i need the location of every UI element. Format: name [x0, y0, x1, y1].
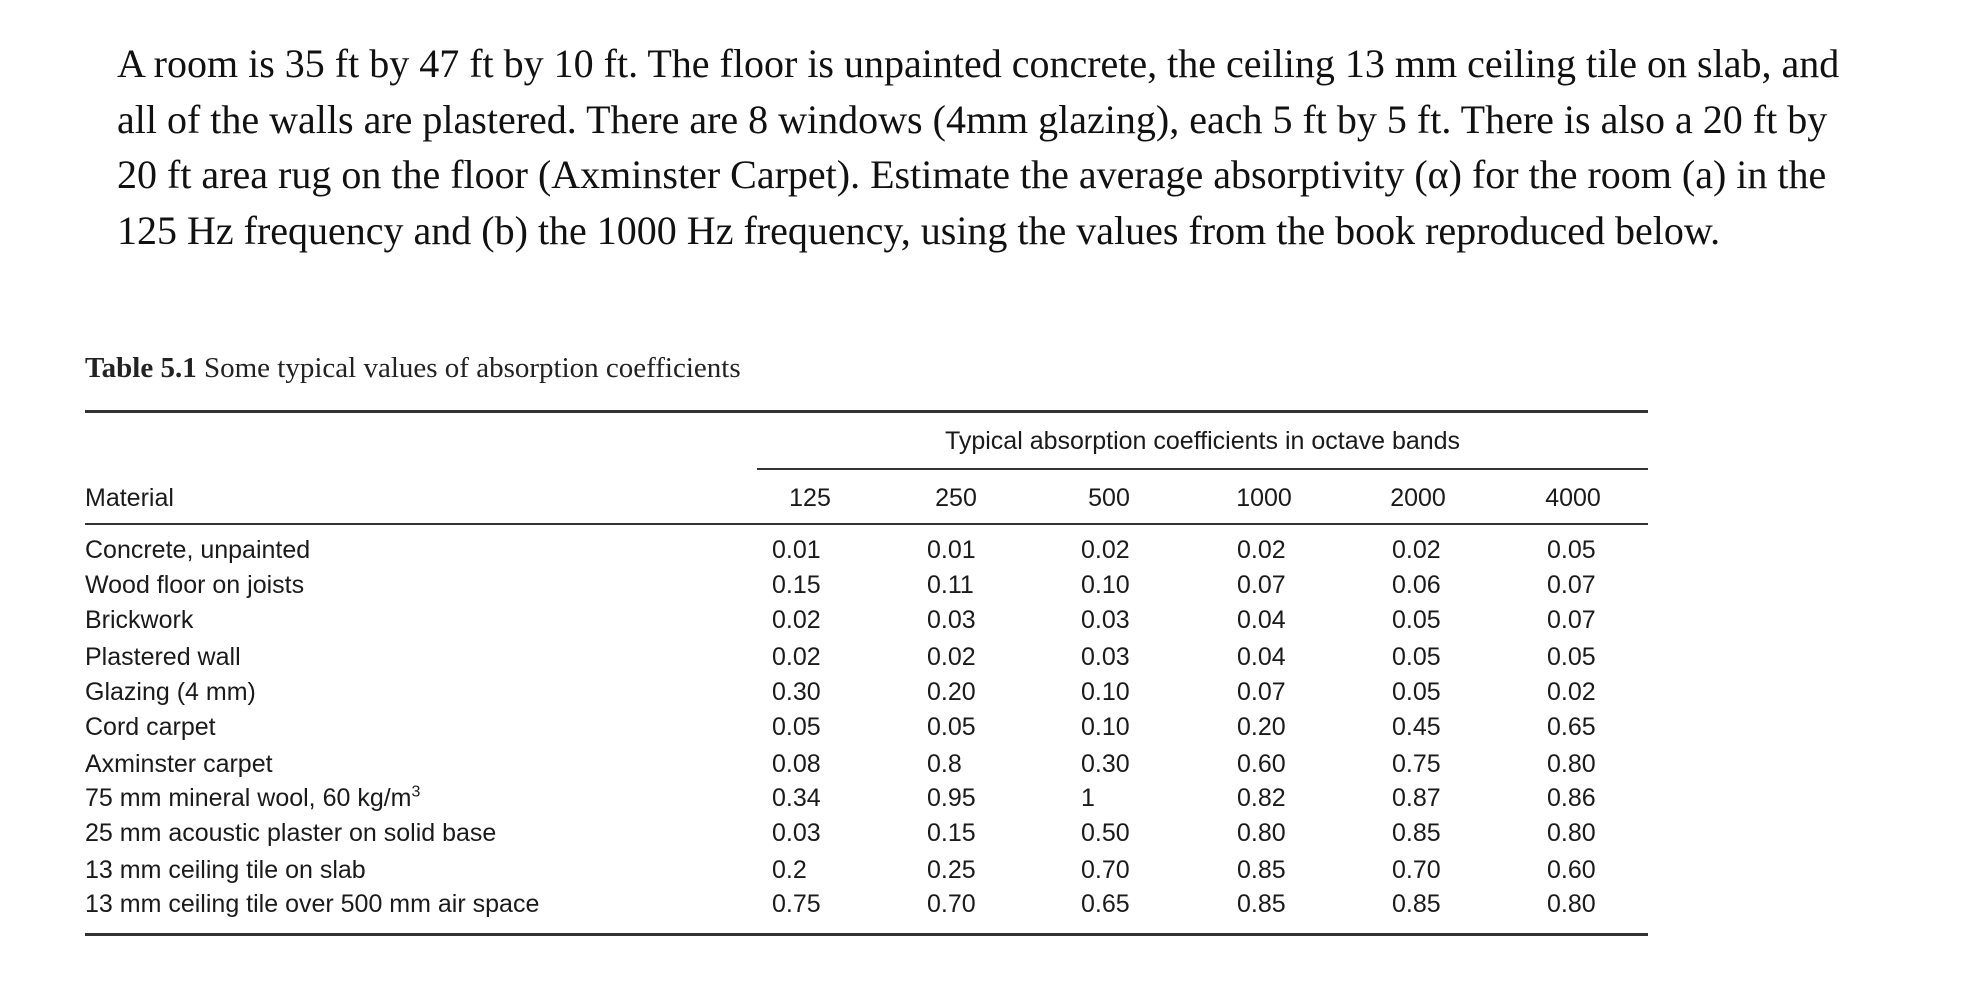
table-row [0, 678, 1963, 712]
coefficient-cell: 0.45 [1392, 713, 1441, 741]
material-cell: 13 mm ceiling tile over 500 mm air space [85, 890, 540, 918]
coefficient-cell: 0.02 [772, 643, 821, 671]
coefficient-cell: 0.15 [927, 819, 976, 847]
coefficient-cell: 0.05 [1392, 606, 1441, 634]
coefficient-cell: 0.03 [1081, 606, 1130, 634]
material-cell: Plastered wall [85, 643, 241, 671]
table-row [0, 606, 1963, 640]
table-row [0, 890, 1963, 924]
coefficient-cell: 0.85 [1237, 890, 1286, 918]
coefficient-cell: 0.80 [1547, 819, 1596, 847]
coefficient-cell: 0.03 [772, 819, 821, 847]
coefficient-cell: 0.20 [927, 678, 976, 706]
table-row [0, 819, 1963, 853]
material-cell [85, 784, 420, 813]
coefficient-cell: 0.05 [772, 713, 821, 741]
material-column-header: Material [85, 484, 174, 512]
table-row [0, 750, 1963, 784]
table-row [0, 856, 1963, 890]
coefficient-cell: 0.60 [1237, 750, 1286, 778]
coefficient-cell: 0.75 [1392, 750, 1441, 778]
problem-line: all of the walls are plastered. There are 8 windows (4mm glazing), each 5 ft by 5 ft. There is also a 20 ft by [117, 96, 1828, 142]
coefficient-cell: 0.08 [772, 750, 821, 778]
table-header-row [0, 484, 1963, 516]
material-cell: Axminster carpet [85, 750, 273, 778]
octave-band-group-header: Typical absorption coefficients in octave bands [944, 427, 1461, 455]
material-cell: 25 mm acoustic plaster on solid base [85, 819, 497, 847]
coefficient-cell: 0.01 [927, 536, 976, 564]
material-cell: 13 mm ceiling tile on slab [85, 856, 366, 884]
material-cell: Wood floor on joists [85, 571, 305, 599]
coefficient-cell: 0.04 [1237, 606, 1286, 634]
coefficient-cell: 0.10 [1081, 571, 1130, 599]
coefficient-cell: 0.25 [927, 856, 976, 884]
frequency-column-header: 2000 [1390, 484, 1446, 512]
coefficient-cell: 0.30 [772, 678, 821, 706]
table-caption [85, 352, 741, 385]
coefficient-cell: 0.30 [1081, 750, 1130, 778]
coefficient-cell: 0.02 [1237, 536, 1286, 564]
coefficient-cell: 0.07 [1237, 678, 1286, 706]
coefficient-cell: 0.10 [1081, 713, 1130, 741]
coefficient-cell: 0.03 [927, 606, 976, 634]
coefficient-cell: 0.07 [1547, 606, 1596, 634]
frequency-column-header: 1000 [1236, 484, 1292, 512]
coefficient-cell: 0.8 [927, 750, 962, 778]
material-cell: Brickwork [85, 606, 194, 634]
group-header-rule [757, 468, 1648, 470]
coefficient-cell: 0.70 [1392, 856, 1441, 884]
coefficient-cell: 1 [1081, 784, 1095, 812]
coefficient-cell: 0.02 [1392, 536, 1441, 564]
coefficient-cell: 0.10 [1081, 678, 1130, 706]
coefficient-cell: 0.95 [927, 784, 976, 812]
coefficient-cell: 0.01 [772, 536, 821, 564]
table-row [0, 713, 1963, 747]
coefficient-cell: 0.11 [927, 571, 974, 599]
problem-statement [117, 36, 1917, 258]
coefficient-cell: 0.04 [1237, 643, 1286, 671]
coefficient-cell: 0.70 [1081, 856, 1130, 884]
coefficient-cell: 0.03 [1081, 643, 1130, 671]
table-top-rule [85, 410, 1648, 413]
frequency-column-header: 4000 [1545, 484, 1601, 512]
frequency-column-header: 125 [789, 484, 831, 512]
coefficient-cell: 0.85 [1237, 856, 1286, 884]
material-cell: Glazing (4 mm) [85, 678, 256, 706]
coefficient-cell: 0.75 [772, 890, 821, 918]
coefficient-cell: 0.05 [1392, 678, 1441, 706]
coefficient-cell: 0.02 [1547, 678, 1596, 706]
table-row [0, 536, 1963, 570]
table-row [0, 643, 1963, 677]
coefficient-cell: 0.05 [1547, 643, 1596, 671]
coefficient-cell: 0.60 [1547, 856, 1596, 884]
coefficient-cell: 0.15 [772, 571, 821, 599]
coefficient-cell: 0.80 [1237, 819, 1286, 847]
coefficient-cell: 0.65 [1081, 890, 1130, 918]
coefficient-cell: 0.82 [1237, 784, 1286, 812]
coefficient-cell: 0.07 [1237, 571, 1286, 599]
table-caption-label: Table 5.1 [85, 352, 197, 384]
coefficient-cell: 0.87 [1392, 784, 1441, 812]
table-caption-text: Some typical values of absorption coefficients [204, 352, 741, 384]
coefficient-cell: 0.85 [1392, 819, 1441, 847]
table-bottom-rule [85, 933, 1648, 936]
coefficient-cell: 0.05 [927, 713, 976, 741]
coefficient-cell: 0.07 [1547, 571, 1596, 599]
coefficient-cell: 0.06 [1392, 571, 1441, 599]
table-row [0, 571, 1963, 605]
coefficient-cell: 0.34 [772, 784, 821, 812]
material-cell: Cord carpet [85, 713, 216, 741]
coefficient-cell: 0.65 [1547, 713, 1596, 741]
coefficient-cell: 0.80 [1547, 750, 1596, 778]
problem-line: 125 Hz frequency and (b) the 1000 Hz frequency, using the values from the book reproduced below. [117, 207, 1721, 253]
coefficient-cell: 0.86 [1547, 784, 1596, 812]
coefficient-cell: 0.50 [1081, 819, 1130, 847]
superscript: 3 [411, 783, 421, 801]
table-row [0, 784, 1963, 818]
coefficient-cell: 0.05 [1547, 536, 1596, 564]
table-header-rule [85, 523, 1648, 525]
problem-line: A room is 35 ft by 47 ft by 10 ft. The floor is unpainted concrete, the ceiling 13 mm ceiling tile on slab, and [117, 41, 1840, 86]
coefficient-cell: 0.70 [927, 890, 976, 918]
coefficient-cell: 0.85 [1392, 890, 1441, 918]
coefficient-cell: 0.05 [1392, 643, 1441, 671]
problem-line: 20 ft area rug on the floor (Axminster Carpet). Estimate the average absorptivity (α) for the room (a) in the [117, 152, 1827, 197]
material-cell-text: 75 mm mineral wool, 60 kg/m [85, 784, 412, 812]
coefficient-cell: 0.2 [772, 856, 807, 884]
frequency-column-header: 500 [1088, 484, 1130, 512]
coefficient-cell: 0.02 [927, 643, 976, 671]
coefficient-cell: 0.02 [772, 606, 821, 634]
coefficient-cell: 0.80 [1547, 890, 1596, 918]
coefficient-cell: 0.02 [1081, 536, 1130, 564]
frequency-column-header: 250 [935, 484, 977, 512]
material-cell: Concrete, unpainted [85, 536, 311, 564]
coefficient-cell: 0.20 [1237, 713, 1286, 741]
